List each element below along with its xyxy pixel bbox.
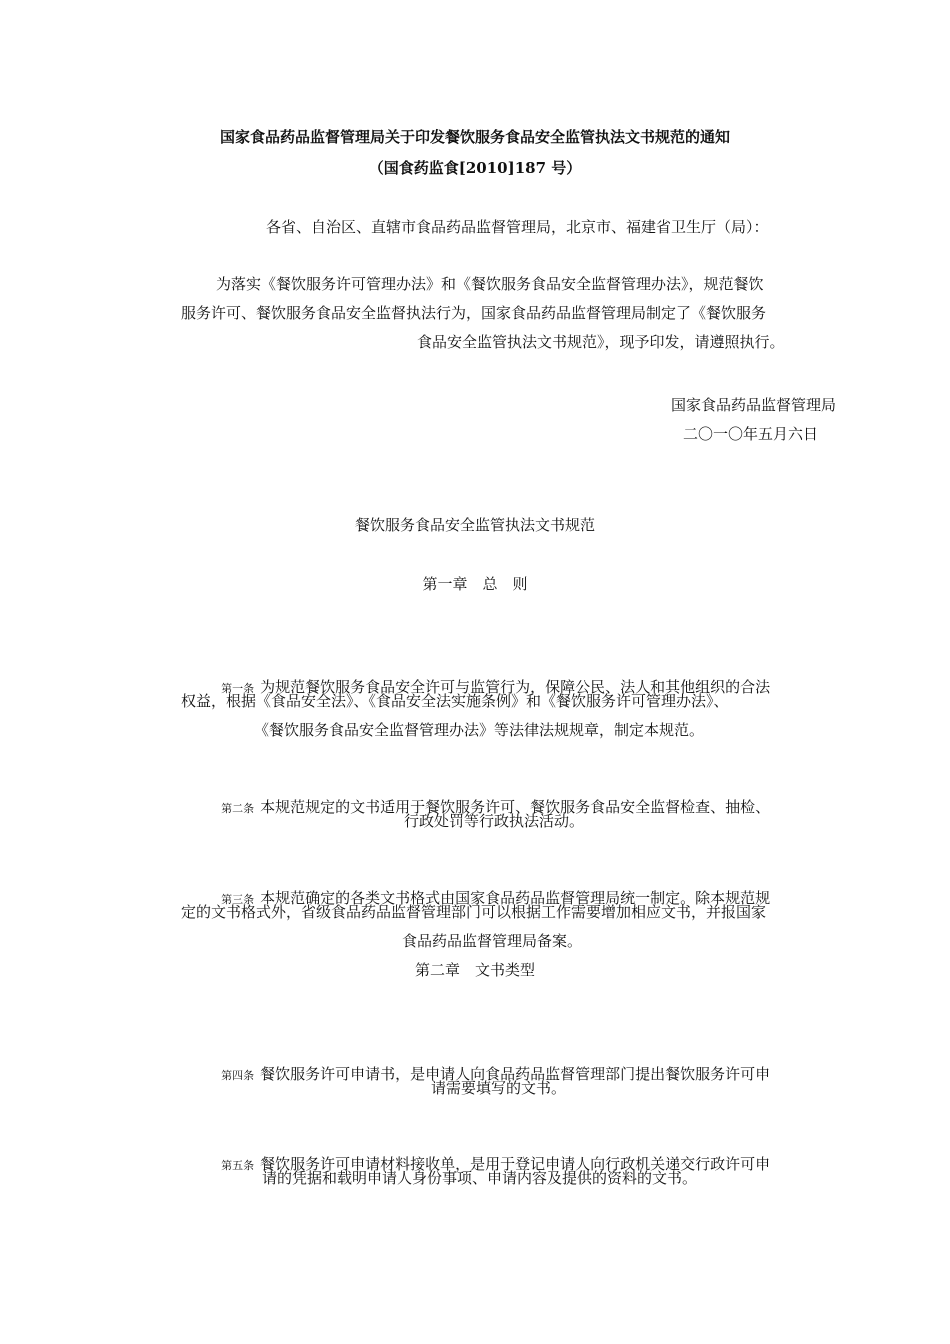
- article-4-label: 第四条: [221, 1069, 255, 1082]
- article-1-text-1: 为规范餐饮服务食品安全许可与监管行为，保障公民、法人和其他组织的合法: [260, 678, 771, 696]
- article-3-label: 第三条: [221, 893, 255, 906]
- intro-line-2: 服务许可、餐饮服务食品安全监督执法行为，国家食品药品监督管理局制定了《餐饮服务: [181, 304, 767, 322]
- sign-date: 二〇一〇年五月六日: [682, 425, 818, 443]
- chapter-two-title: 第二章 文书类型: [414, 961, 535, 979]
- article-4-line-2: 请需要填写的文书。: [431, 1079, 567, 1097]
- sign-organization: 国家食品药品监督管理局: [670, 396, 836, 414]
- document-title: 国家食品药品监督管理局关于印发餐饮服务食品安全监管执法文书规范的通知: [219, 128, 730, 146]
- article-2-line-2: 行政处罚等行政执法活动。: [404, 812, 585, 830]
- article-5-text-1: 餐饮服务许可申请材料接收单，是用于登记申请人向行政机关递交行政许可申: [260, 1155, 771, 1173]
- article-1-label: 第一条: [221, 682, 255, 695]
- spec-title: 餐饮服务食品安全监管执法文书规范: [354, 516, 595, 534]
- article-3-line-2: 定的文书格式外，省级食品药品监督管理部门可以根据工作需要增加相应文书，并报国家: [181, 903, 767, 921]
- chapter-one-title: 第一章 总 则: [422, 575, 528, 593]
- intro-line-3: 食品安全监管执法文书规范》，现予印发，请遵照执行。: [417, 333, 785, 351]
- article-3-text-1: 本规范确定的各类文书格式由国家食品药品监督管理局统一制定。除本规范规: [260, 889, 771, 907]
- article-2-label: 第二条: [221, 802, 255, 815]
- article-1-line-2: 权益，根据《食品安全法》、《食品安全法实施条例》和《餐饮服务许可管理办法》、: [181, 692, 729, 710]
- article-1-line-3: 《餐饮服务食品安全监督管理办法》等法律法规规章，制定本规范。: [254, 721, 705, 739]
- article-2-text-1: 本规范规定的文书适用于餐饮服务许可、餐饮服务食品安全监督检查、抽检、: [260, 798, 771, 816]
- intro-line-1: 为落实《餐饮服务许可管理办法》和《餐饮服务食品安全监督管理办法》，规范餐饮: [216, 275, 764, 293]
- article-5-line-2: 请的凭据和载明申请人身份事项、申请内容及提供的资料的文书。: [262, 1169, 698, 1187]
- addressee: 各省、自治区、直辖市食品药品监督管理局，北京市、福建省卫生厅（局）：: [266, 218, 769, 236]
- article-3-line-3: 食品药品监督管理局备案。: [402, 932, 583, 950]
- article-4-text-1: 餐饮服务许可申请书，是申请人向食品药品监督管理部门提出餐饮服务许可申: [260, 1065, 771, 1083]
- article-5-label: 第五条: [221, 1159, 255, 1172]
- document-number: （国食药监食[2010]187 号）: [368, 159, 582, 177]
